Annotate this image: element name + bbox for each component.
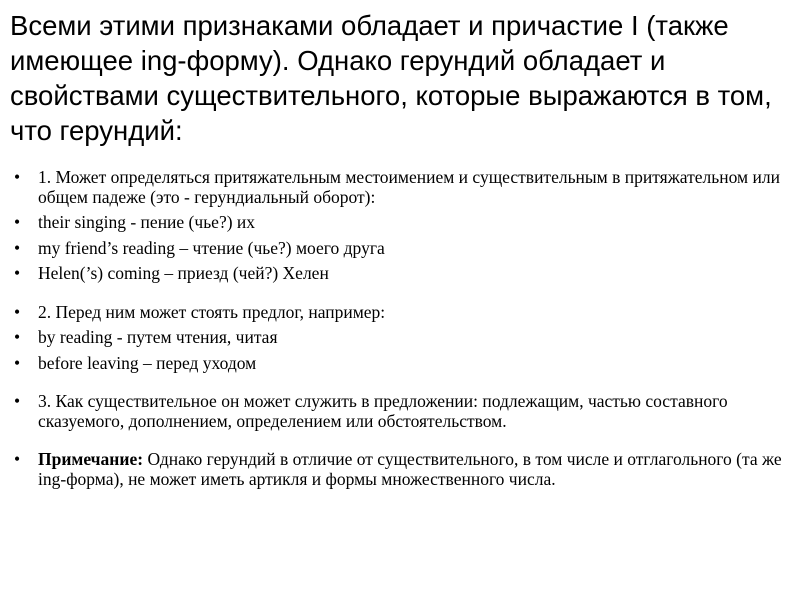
list-item [14, 239, 794, 259]
list-item [14, 303, 794, 323]
note-text: Однако герундий в отличие от существительного, в том числе и отглагольного (та же ing-форма), не может иметь артикля и формы множественного числа. [38, 449, 782, 489]
list-item [14, 264, 794, 284]
list-item [14, 213, 794, 233]
bullet-icon: • [14, 352, 21, 373]
bullet-icon: • [14, 212, 21, 232]
note-label: Примечание: [38, 449, 144, 469]
list-item [14, 392, 794, 431]
item-text: 2. Перед ним может стоять предлог, например: [38, 301, 386, 322]
note-item [14, 450, 794, 489]
bullet-icon: • [14, 263, 21, 283]
item-text: my friend’s reading – чтение (чье?) моего друга [38, 237, 385, 258]
item-text: 1. Может определяться притяжательным местоимением и существительным в притяжательном или общем падеже (это - герундиальный оборот): [38, 167, 780, 207]
bullet-icon: • [14, 327, 21, 347]
item-text: 3. Как существительное он может служить в предложении: подлежащим, частью составного сказуемого, дополнением, определением или обстоятельством. [38, 391, 728, 431]
list-item [14, 168, 794, 207]
item-text: Helen(’s) coming – приезд (чей?) Хелен [38, 263, 329, 283]
bullet-icon: • [14, 301, 21, 322]
bullet-icon: • [14, 167, 21, 187]
list-item [14, 354, 794, 374]
bullet-icon: • [14, 449, 21, 469]
item-text: before leaving – перед уходом [38, 352, 257, 373]
bullet-icon: • [14, 391, 21, 411]
item-text: their singing - пение (чье?) их [38, 212, 256, 232]
list-item [14, 328, 794, 348]
slide-title: Всеми этими признаками обладает и причастие I (также имеющее ing-форму). Однако герундий обладает и свойствами существительного, которые выражаются в том, что герундий: [10, 10, 772, 146]
bullet-icon: • [14, 237, 21, 258]
item-text: by reading - путем чтения, читая [38, 327, 278, 347]
bullet-list [14, 168, 794, 495]
